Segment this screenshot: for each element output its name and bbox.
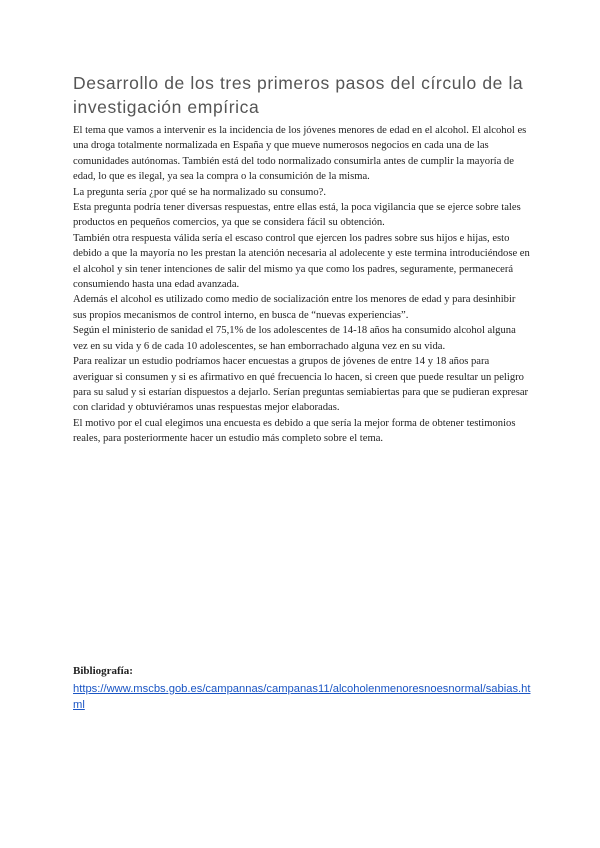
paragraph-survey-motive: El motivo por el cual elegimos una encuesta es debido a que sería la mejor forma de obtener testimonios reales, para posteriormente hacer un estudio más completo sobre el tema. (73, 417, 516, 445)
document-body (73, 123, 531, 447)
document-title: Desarrollo de los tres primeros pasos del círculo de la investigación empírica (73, 73, 524, 117)
bibliography-heading: Bibliografía: (73, 665, 133, 677)
paragraph-intro: El tema que vamos a intervenir es la incidencia de los jóvenes menores de edad en el alcohol. El alcohol es una droga totalmente normalizada en España y que mueve numerosos negocios en cada una de las comunidades autónomas. También está del todo normalizado consumirla antes de cumplir la mayoría de edad, lo que es ilegal, ya sea la compra o la consumición de la misma. (73, 125, 527, 183)
paragraph-answer-vigilance: Esta pregunta podría tener diversas respuestas, entre ellas está, la poca vigilancia que se ejerce sobre tales productos en pequeños comercios, ya que se considera fácil su obtención. (73, 202, 521, 229)
paragraph-study-method: Para realizar un estudio podríamos hacer encuestas a grupos de jóvenes de entre 14 y 18 años para averiguar si consumen y si es afirmativo en qué frecuencia lo hacen, si creen que puede resultar un peligro para su salud y si estarían dispuestos a dejarlo. Serían preguntas semiabiertas para que se pudieran expresar con claridad y obtuviéramos unas respuestas mejor elaboradas. (73, 356, 529, 414)
paragraph-question: La pregunta sería ¿por qué se ha normalizado su consumo?. (73, 186, 326, 198)
bibliography-link[interactable]: https://www.mscbs.gob.es/campannas/campanas11/alcoholenmenoresnoesnormal/sabias.html (73, 683, 531, 711)
bibliography-section (73, 664, 543, 713)
paragraph-answer-parents: También otra respuesta válida sería el escaso control que ejercen los padres sobre sus hijos e hijas, esto debido a que la mayoría no les prestan la atención necesaria al adolecente y este termina introduciéndose en el alcohol y sin tener intenciones de salir del mismo ya que como los padres, seguramente, permanecerá consumiendo hasta una edad avanzada. (73, 232, 530, 291)
paragraph-statistics: Según el ministerio de sanidad el 75,1% de los adolescentes de 14-18 años ha consumido alcohol alguna vez en su vida y 6 de cada 10 adolescentes, se han emborrachado alguna vez en su vida. (73, 325, 516, 352)
paragraph-socialization: Además el alcohol es utilizado como medio de socialización entre los menores de edad y para desinhibir sus propios mecanismos de control interno, en busca de “nuevas experiencias”. (73, 294, 516, 321)
